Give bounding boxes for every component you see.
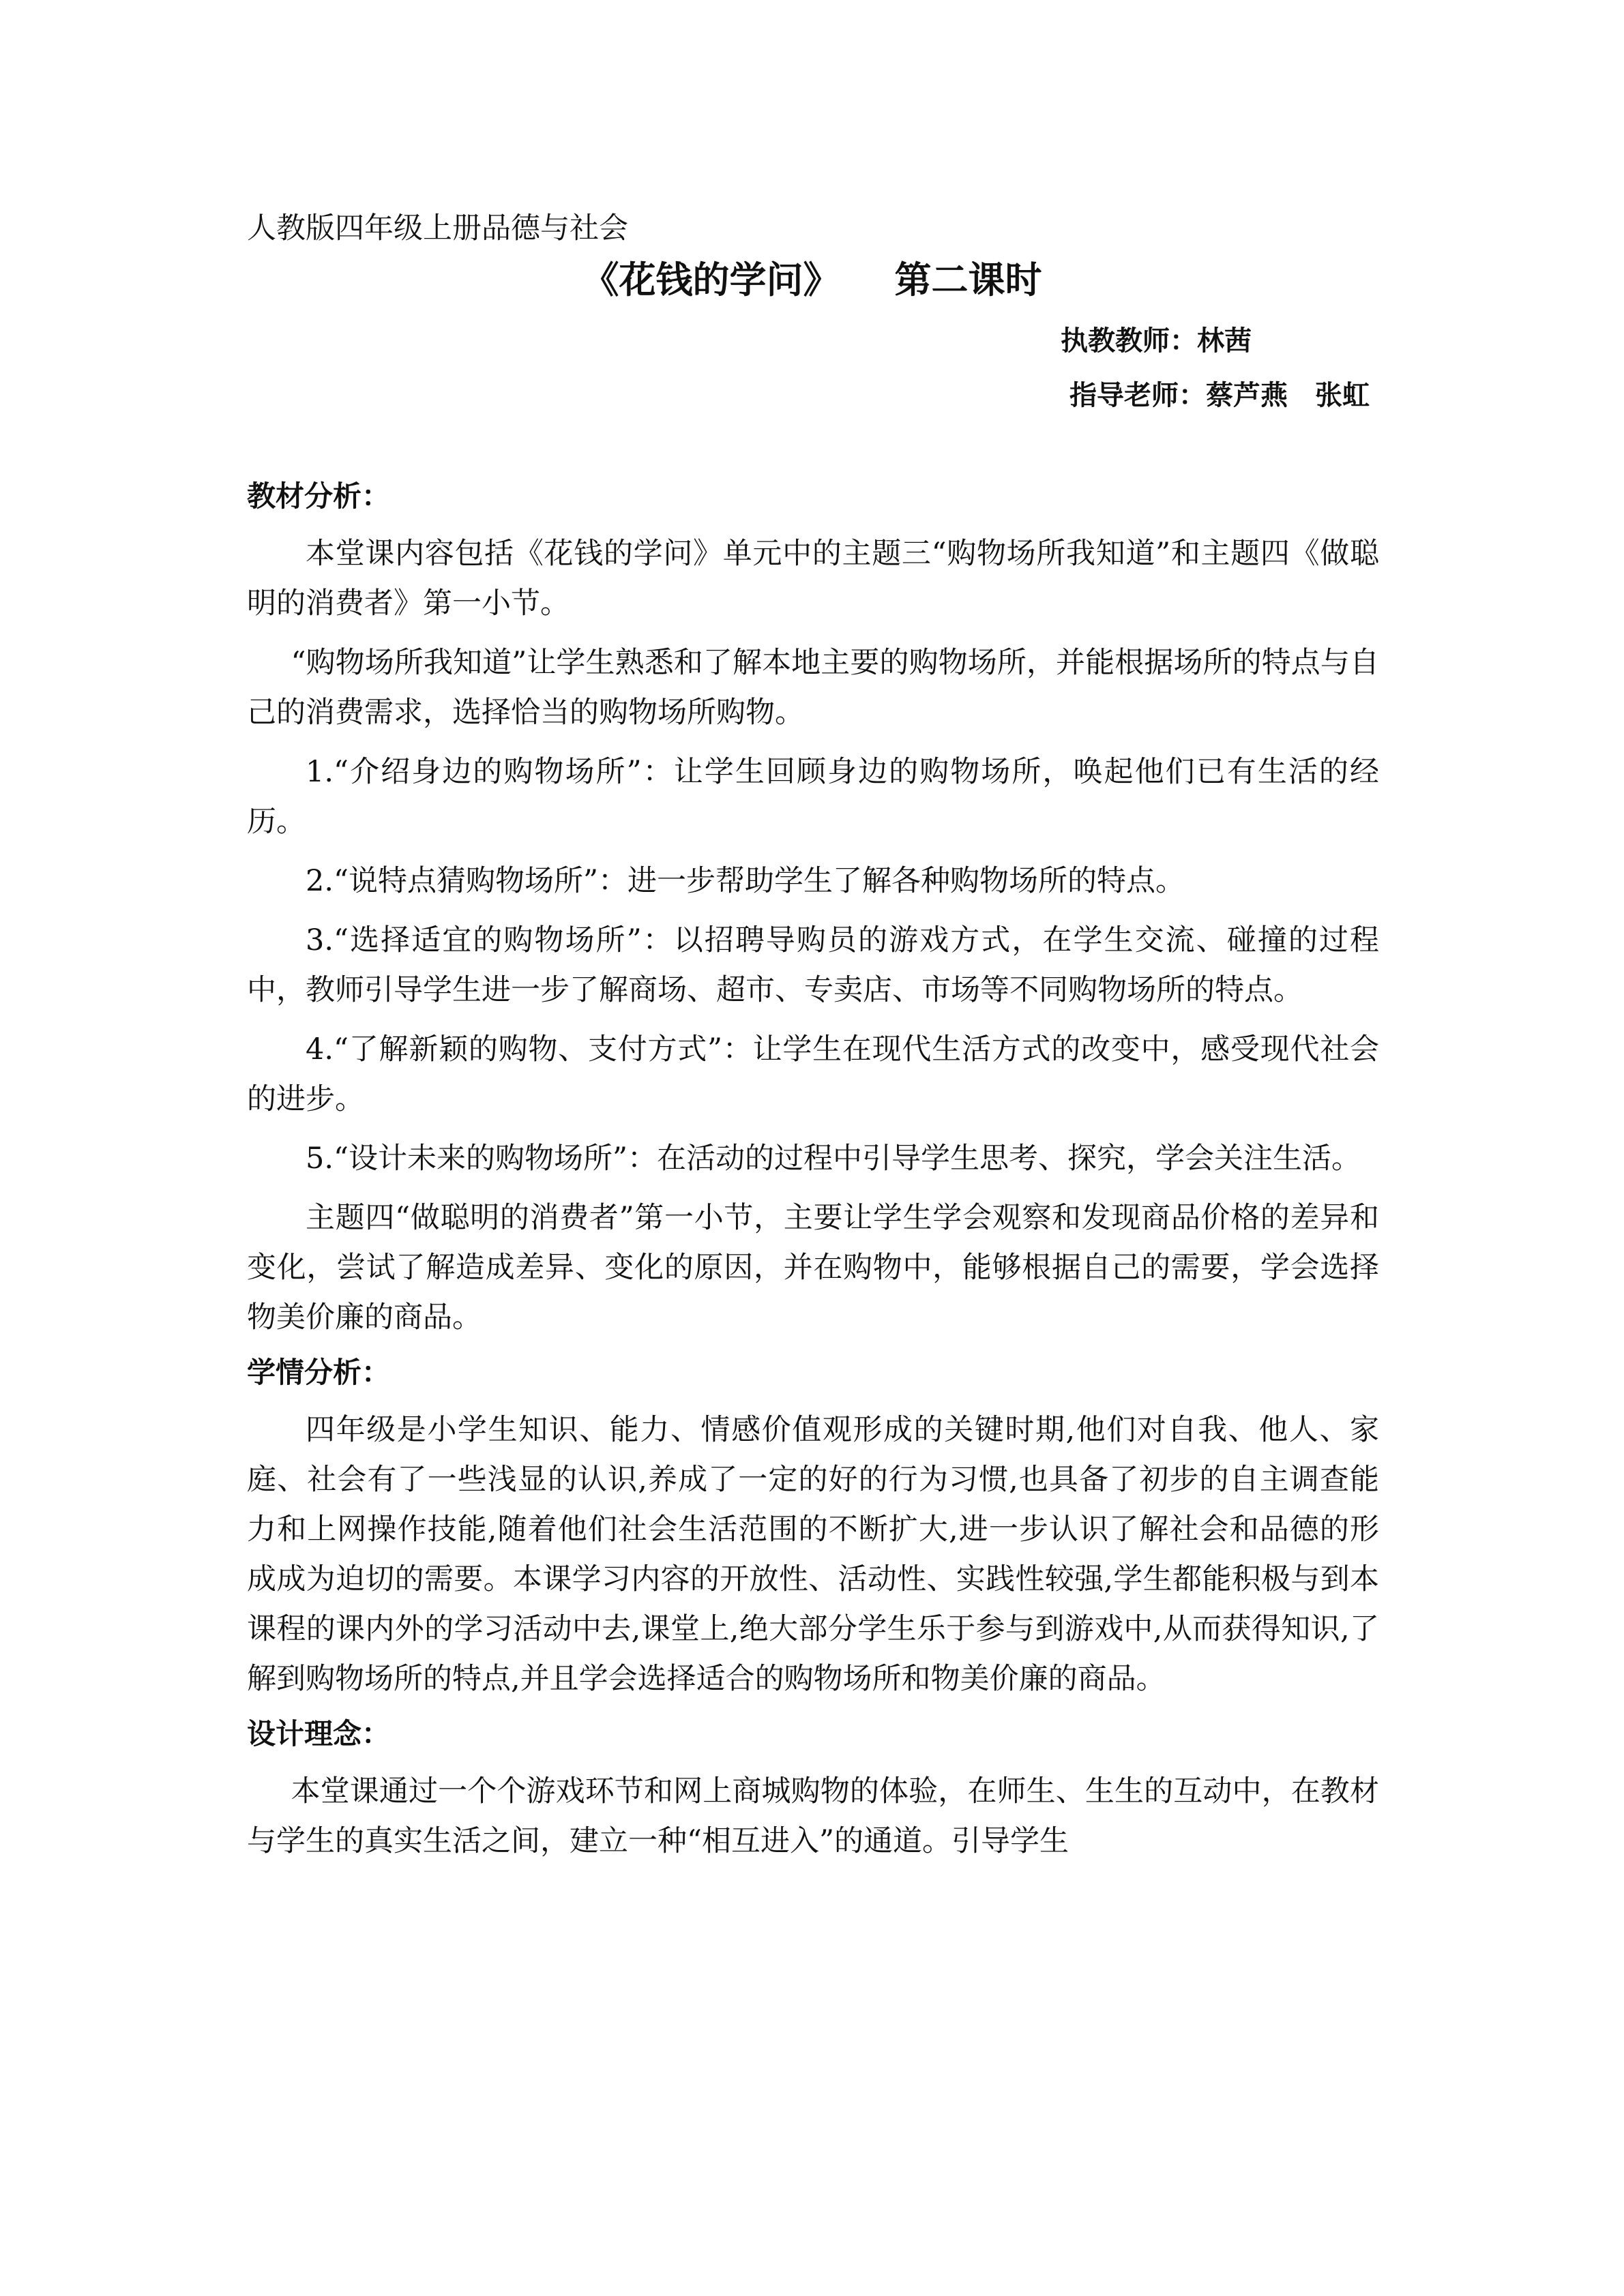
material-item-1: 1.“介绍身边的购物场所”：让学生回顾身边的购物场所，唤起他们已有生活的经历。	[247, 755, 1379, 839]
subject-line: 人教版四年级上册品德与社会	[247, 211, 628, 245]
design-paragraph: 本堂课通过一个个游戏环节和网上商城购物的体验，在师生、生生的互动中，在教材与学生的真实生活之间，建立一种“相互进入”的通道。引导学生	[247, 1774, 1379, 1858]
material-item-3: 3.“选择适宜的购物场所”：以招聘导购员的游戏方式，在学生交流、碰撞的过程中，教师引导学生进一步了解商场、超市、专卖店、市场等不同购物场所的特点。	[247, 923, 1379, 1007]
document-body	[247, 476, 1379, 1876]
advisor-line	[1069, 375, 1370, 416]
students-paragraph: 四年级是小学生知识、能力、情感价值观形成的关键时期,他们对自我、他人、家庭、社会有了一些浅显的认识,养成了一定的好的行为习惯,也具备了初步的自主调查能力和上网操作技能,随着他们社会生活范围的不断扩大,进一步认识了解社会和品德的形成成为迫切的需要。本课学习内容的开放性、活动性、实践性较强,学生都能积极与到本课程的课内外的学习活动中去,课堂上,绝大部分学生乐于参与到游戏中,从而获得知识,了解到购物场所的特点,并且学会选择适合的购物场所和物美价廉的商品。	[247, 1413, 1379, 1696]
advisor-second: 张虹	[1315, 379, 1370, 411]
advisor-label: 指导老师：蔡芦燕	[1069, 379, 1288, 411]
material-paragraph-3: 主题四“做聪明的消费者”第一小节，主要让学生学会观察和发现商品价格的差异和变化，尝试了解造成差异、变化的原因，并在购物中，能够根据自己的需要，学会选择物美价廉的商品。	[247, 1201, 1379, 1335]
title-lesson: 第二课时	[894, 258, 1042, 301]
title-main: 《花钱的学问》	[582, 258, 840, 301]
section-heading-students: 学情分析：	[247, 1356, 391, 1389]
material-paragraph-1: 本堂课内容包括《花钱的学问》单元中的主题三“购物场所我知道”和主题四《做聪明的消费者》第一小节。	[247, 537, 1379, 621]
section-heading-material: 教材分析：	[247, 479, 391, 513]
section-heading-design: 设计理念：	[247, 1717, 391, 1750]
lesson-title	[0, 252, 1624, 307]
material-paragraph-2: “购物场所我知道”让学生熟悉和了解本地主要的购物场所，并能根据场所的特点与自己的消费需求，选择恰当的购物场所购物。	[247, 646, 1379, 730]
material-item-5: 5.“设计未来的购物场所”：在活动的过程中引导学生思考、探究，学会关注生活。	[306, 1142, 1361, 1176]
material-item-4: 4.“了解新颖的购物、支付方式”：让学生在现代生活方式的改变中，感受现代社会的进步。	[247, 1032, 1379, 1116]
teacher-line: 执教教师：林茜	[1061, 325, 1252, 357]
material-item-2: 2.“说特点猜购物场所”：进一步帮助学生了解各种购物场所的特点。	[306, 864, 1185, 898]
